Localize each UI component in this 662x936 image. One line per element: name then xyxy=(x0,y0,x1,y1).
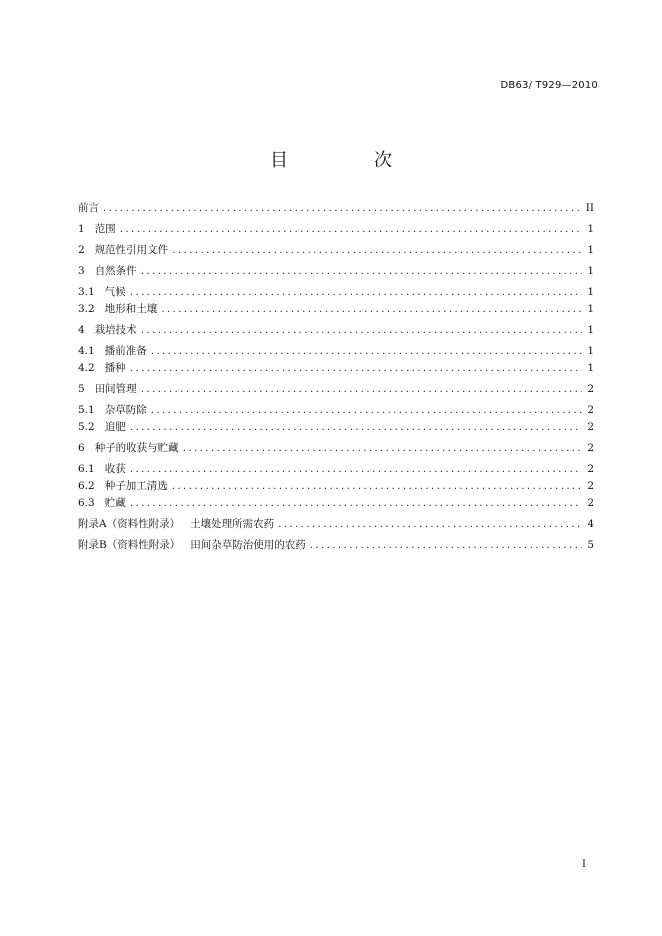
toc-leader-dots xyxy=(130,284,582,301)
toc-entry-page: 2 xyxy=(587,480,594,492)
toc-entry-page: 4 xyxy=(587,518,594,530)
toc-entry-page: 1 xyxy=(587,223,594,235)
toc-entry-page: 2 xyxy=(587,383,594,395)
toc-entry-page: 2 xyxy=(587,421,594,433)
toc-leader-dots xyxy=(130,419,582,436)
toc-entry-5-1[interactable] xyxy=(78,402,594,419)
toc-entry-page: 1 xyxy=(587,324,594,336)
toc-leader-dots xyxy=(141,381,582,398)
toc-entry-number: 6.1 xyxy=(78,463,95,475)
toc-leader-dots xyxy=(130,461,582,478)
toc-entry-label: 种子的收获与贮藏 xyxy=(94,442,179,454)
toc-entry-page: 2 xyxy=(587,404,594,416)
toc-entry-number: 1 xyxy=(78,223,85,235)
toc-entry-4-1[interactable] xyxy=(78,343,594,360)
toc-entry-page: 1 xyxy=(587,303,594,315)
toc-entry-6-2[interactable] xyxy=(78,478,594,495)
toc-entry-5-2[interactable] xyxy=(78,419,594,436)
toc-entry-number: 6.2 xyxy=(78,480,95,492)
toc-entry-page: 1 xyxy=(587,265,594,277)
toc-leader-dots xyxy=(151,343,582,360)
page-number: I xyxy=(582,859,586,870)
toc-entry-label: 追肥 xyxy=(104,421,126,433)
toc-entry-label: 种子加工清选 xyxy=(104,480,168,492)
toc-entry-page: 2 xyxy=(587,497,594,509)
toc-entry-2[interactable] xyxy=(78,242,594,259)
toc-entry-number: 4.2 xyxy=(78,362,95,374)
toc-entry-label: 收获 xyxy=(104,463,126,475)
toc-entry-number: 5.1 xyxy=(78,404,95,416)
toc-entry-4[interactable] xyxy=(78,322,594,339)
toc-leader-dots xyxy=(130,360,582,377)
toc-leader-dots xyxy=(183,440,582,457)
toc-entry-4-2[interactable] xyxy=(78,360,594,377)
toc-entry-page: 1 xyxy=(587,244,594,256)
toc-entry-page: 1 xyxy=(587,345,594,357)
toc-entry-label: 田间管理 xyxy=(94,383,137,395)
toc-leader-dots xyxy=(120,221,582,238)
toc-leader-dots xyxy=(172,242,582,259)
toc-entry-appendix-b[interactable] xyxy=(78,537,594,554)
toc-entry-number: 附录A（资料性附录） xyxy=(78,518,181,530)
toc-entry-6-3[interactable] xyxy=(78,495,594,512)
toc-entry-number: 2 xyxy=(78,244,85,256)
toc-leader-dots xyxy=(172,478,582,495)
toc-entry-number: 4.1 xyxy=(78,345,95,357)
toc-entry-label: 前言 xyxy=(78,202,99,214)
toc-entry-number: 4 xyxy=(78,324,85,336)
toc-entry-number: 6 xyxy=(78,442,85,454)
toc-entry-number: 3.1 xyxy=(78,286,95,298)
toc-entry-number: 3.2 xyxy=(78,303,95,315)
document-code: DB63/ T929—2010 xyxy=(500,80,598,91)
toc-entry-5[interactable] xyxy=(78,381,594,398)
toc-entry-number: 5.2 xyxy=(78,421,95,433)
toc-entry-page: 2 xyxy=(587,442,594,454)
toc-entry-6-1[interactable] xyxy=(78,461,594,478)
toc-entry-page: 1 xyxy=(587,362,594,374)
toc-entry-label: 田间杂草防治使用的农药 xyxy=(190,539,306,551)
toc-entry-page: II xyxy=(585,202,594,214)
toc-leader-dots xyxy=(103,200,582,217)
toc-leader-dots xyxy=(161,301,582,318)
toc-entry-label: 地形和土壤 xyxy=(104,303,158,315)
toc-entry-page: 2 xyxy=(587,463,594,475)
toc-leader-dots xyxy=(141,263,582,280)
toc-entry-number: 5 xyxy=(78,383,85,395)
toc-entry-number: 附录B（资料性附录） xyxy=(78,539,181,551)
toc-entry-foreword[interactable] xyxy=(78,200,594,217)
table-of-contents xyxy=(78,200,594,554)
toc-leader-dots xyxy=(130,495,582,512)
toc-entry-label: 播前准备 xyxy=(104,345,147,357)
toc-entry-1[interactable] xyxy=(78,221,594,238)
toc-entry-page: 5 xyxy=(587,539,594,551)
toc-entry-number: 3 xyxy=(78,265,85,277)
toc-entry-label: 自然条件 xyxy=(94,265,137,277)
toc-leader-dots xyxy=(278,516,582,533)
toc-entry-6[interactable] xyxy=(78,440,594,457)
toc-entry-label: 土壤处理所需农药 xyxy=(190,518,275,530)
toc-leader-dots xyxy=(151,402,582,419)
toc-entry-label: 播种 xyxy=(104,362,126,374)
toc-leader-dots xyxy=(141,322,582,339)
toc-entry-label: 贮藏 xyxy=(104,497,126,509)
toc-entry-label: 范围 xyxy=(94,223,116,235)
toc-entry-3-1[interactable] xyxy=(78,284,594,301)
toc-entry-label: 气候 xyxy=(104,286,126,298)
toc-entry-appendix-a[interactable] xyxy=(78,516,594,533)
toc-entry-3[interactable] xyxy=(78,263,594,280)
toc-entry-label: 栽培技术 xyxy=(94,324,137,336)
toc-entry-number: 6.3 xyxy=(78,497,95,509)
toc-entry-3-2[interactable] xyxy=(78,301,594,318)
toc-leader-dots xyxy=(310,537,582,554)
toc-entry-label: 规范性引用文件 xyxy=(94,244,169,256)
toc-entry-label: 杂草防除 xyxy=(104,404,147,416)
page-title: 目 次 xyxy=(270,150,426,171)
toc-entry-page: 1 xyxy=(587,286,594,298)
